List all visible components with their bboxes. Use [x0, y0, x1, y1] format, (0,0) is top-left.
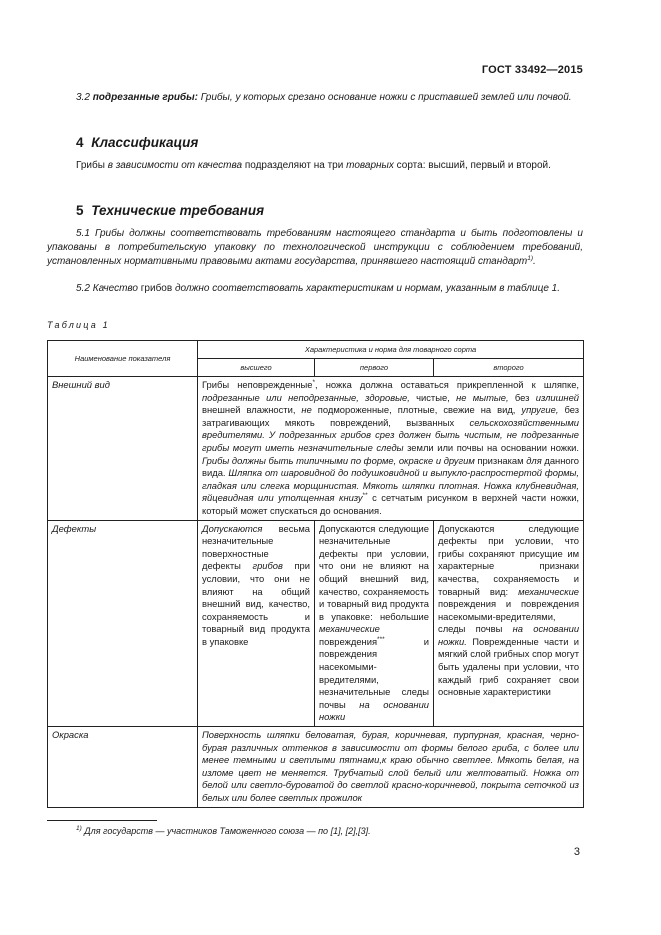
- grade-header-second: второго: [434, 359, 584, 377]
- footnote: $^{1)}$ Для государств — участников Таможенного союза — по [1], [2],[3].: [76, 825, 371, 836]
- row-name-defects: Дефекты: [48, 520, 198, 727]
- row-name-color: Окраска: [48, 727, 198, 808]
- definition-3-2: [47, 91, 583, 105]
- appearance-description: Грибы неповрежденные*, ножка должна оставаться прикрепленной к шляпке, подрезанные или неподрезанные, здоровые, чистые, не мытые, без излишней внешней влажности, не подмороженные, плотные, свежие на вид, упругие, без затрагивающих мякоть повреждений, вызванных сельскохозяйственными вредителями. У подрезанных грибов срез должен быть чистым, не подрезанные грибы могут иметь незначительные следы земли или почвы на основании ножки. Грибы должны быть типичными по форме, окраске и другим признакам для данного вида. Шляпка от шаровидной до подушковидной и выпукло-распростертой формы, гладкая или слегка морщинистая. Мякоть шляпки плотная. Ножка клубневидная, яйцевидная или утолщенная книзу** с сетчатым рисунком в верхней части ножки, который может спускаться до основания.: [198, 377, 584, 521]
- section-4-title: Классификация: [91, 135, 199, 150]
- clause-5-2: 5.2 Качество грибов должно соответствовать характеристикам и нормам, указанным в таблице 1.: [76, 283, 560, 294]
- table-row-defects: [48, 520, 584, 727]
- table-row-appearance: [48, 377, 584, 521]
- defects-grade-first: Допускаются следующие незначительные дефекты при условии, что они не влияют на общий внешний вид, качество, сохраняемость и товарный вид продукта в упаковке: небольшие механические повреждения*** и повреждения насекомыми-вредителями, незначительные следы почвы на основании ножки: [315, 520, 434, 727]
- definition-text: Грибы, у которых срезано основание ножки с приставшей землей или почвой.: [200, 92, 572, 103]
- section-5-heading: 5 Технические требования: [76, 203, 265, 218]
- color-description: Поверхность шляпки беловатая, бурая, коричневая, пурпурная, красная, черно-бурая различных оттенков в зависимости от формы белого гриба, с более или менее темными и светлыми пятнами,к краю обычно светлее. Мякоть белая, на изломе цвет не меняется. Трубчатый слой белый или желтоватый. Ножка от белой или светло-буроватой до светлой красно-коричневой, покрыта сеточкой из белых или более светлых прожилок: [198, 727, 584, 808]
- document-code-header: ГОСТ 33492—2015: [481, 64, 583, 76]
- section-4-heading: 4 Классификация: [76, 135, 199, 150]
- page-number: 3: [573, 846, 580, 858]
- quality-requirements-table: [47, 340, 584, 808]
- footnote-separator: [47, 820, 157, 821]
- defects-grade-highest: Допускаются весьма незначительные поверхностные дефекты грибов при условии, что они не влияют на общий внешний вид, качество, сохраняемость и товарный вид продукта в упаковке: [198, 520, 315, 727]
- grade-header-first: первого: [315, 359, 434, 377]
- column-header-indicator: Наименование показателя: [48, 341, 198, 377]
- defects-grade-second: Допускаются следующие дефекты при условии, что грибы сохраняют присущие им характерные признаки качества, сохраняемость и товарный вид: механические повреждения и повреждения насекомыми-вредителями, следы почвы на основании ножки. Поврежденные части и мягкий слой грибных спор могут быть удалены при условии, что каждый гриб сохраняет свои основные характеристики: [434, 520, 584, 727]
- table-row-color: [48, 727, 584, 808]
- table-header-row: [48, 341, 584, 359]
- row-name-appearance: Внешний вид: [48, 377, 198, 521]
- section-4-paragraph: Грибы в зависимости от качества подразделяют на три товарных сорта: высший, первый и второй.: [76, 160, 551, 171]
- definition-term: подрезанные грибы:: [92, 92, 198, 103]
- clause-5-1: 5.1 Грибы должны соответствовать требованиям настоящего стандарта и быть подготовлены и упакованы в потребительскую упаковку по технологической инструкции с соблюдением требований, установленных нормативными правовыми актами государства, принявшего настоящий стандарт$^{1)}$.: [47, 228, 583, 267]
- column-group-header: Характеристика и норма для товарного сорта: [198, 341, 584, 359]
- grade-header-highest: высшего: [198, 359, 315, 377]
- definition-number: 3.2: [76, 92, 90, 103]
- section-5-title: Технические требования: [91, 203, 265, 218]
- table-caption: Таблица 1: [47, 320, 110, 330]
